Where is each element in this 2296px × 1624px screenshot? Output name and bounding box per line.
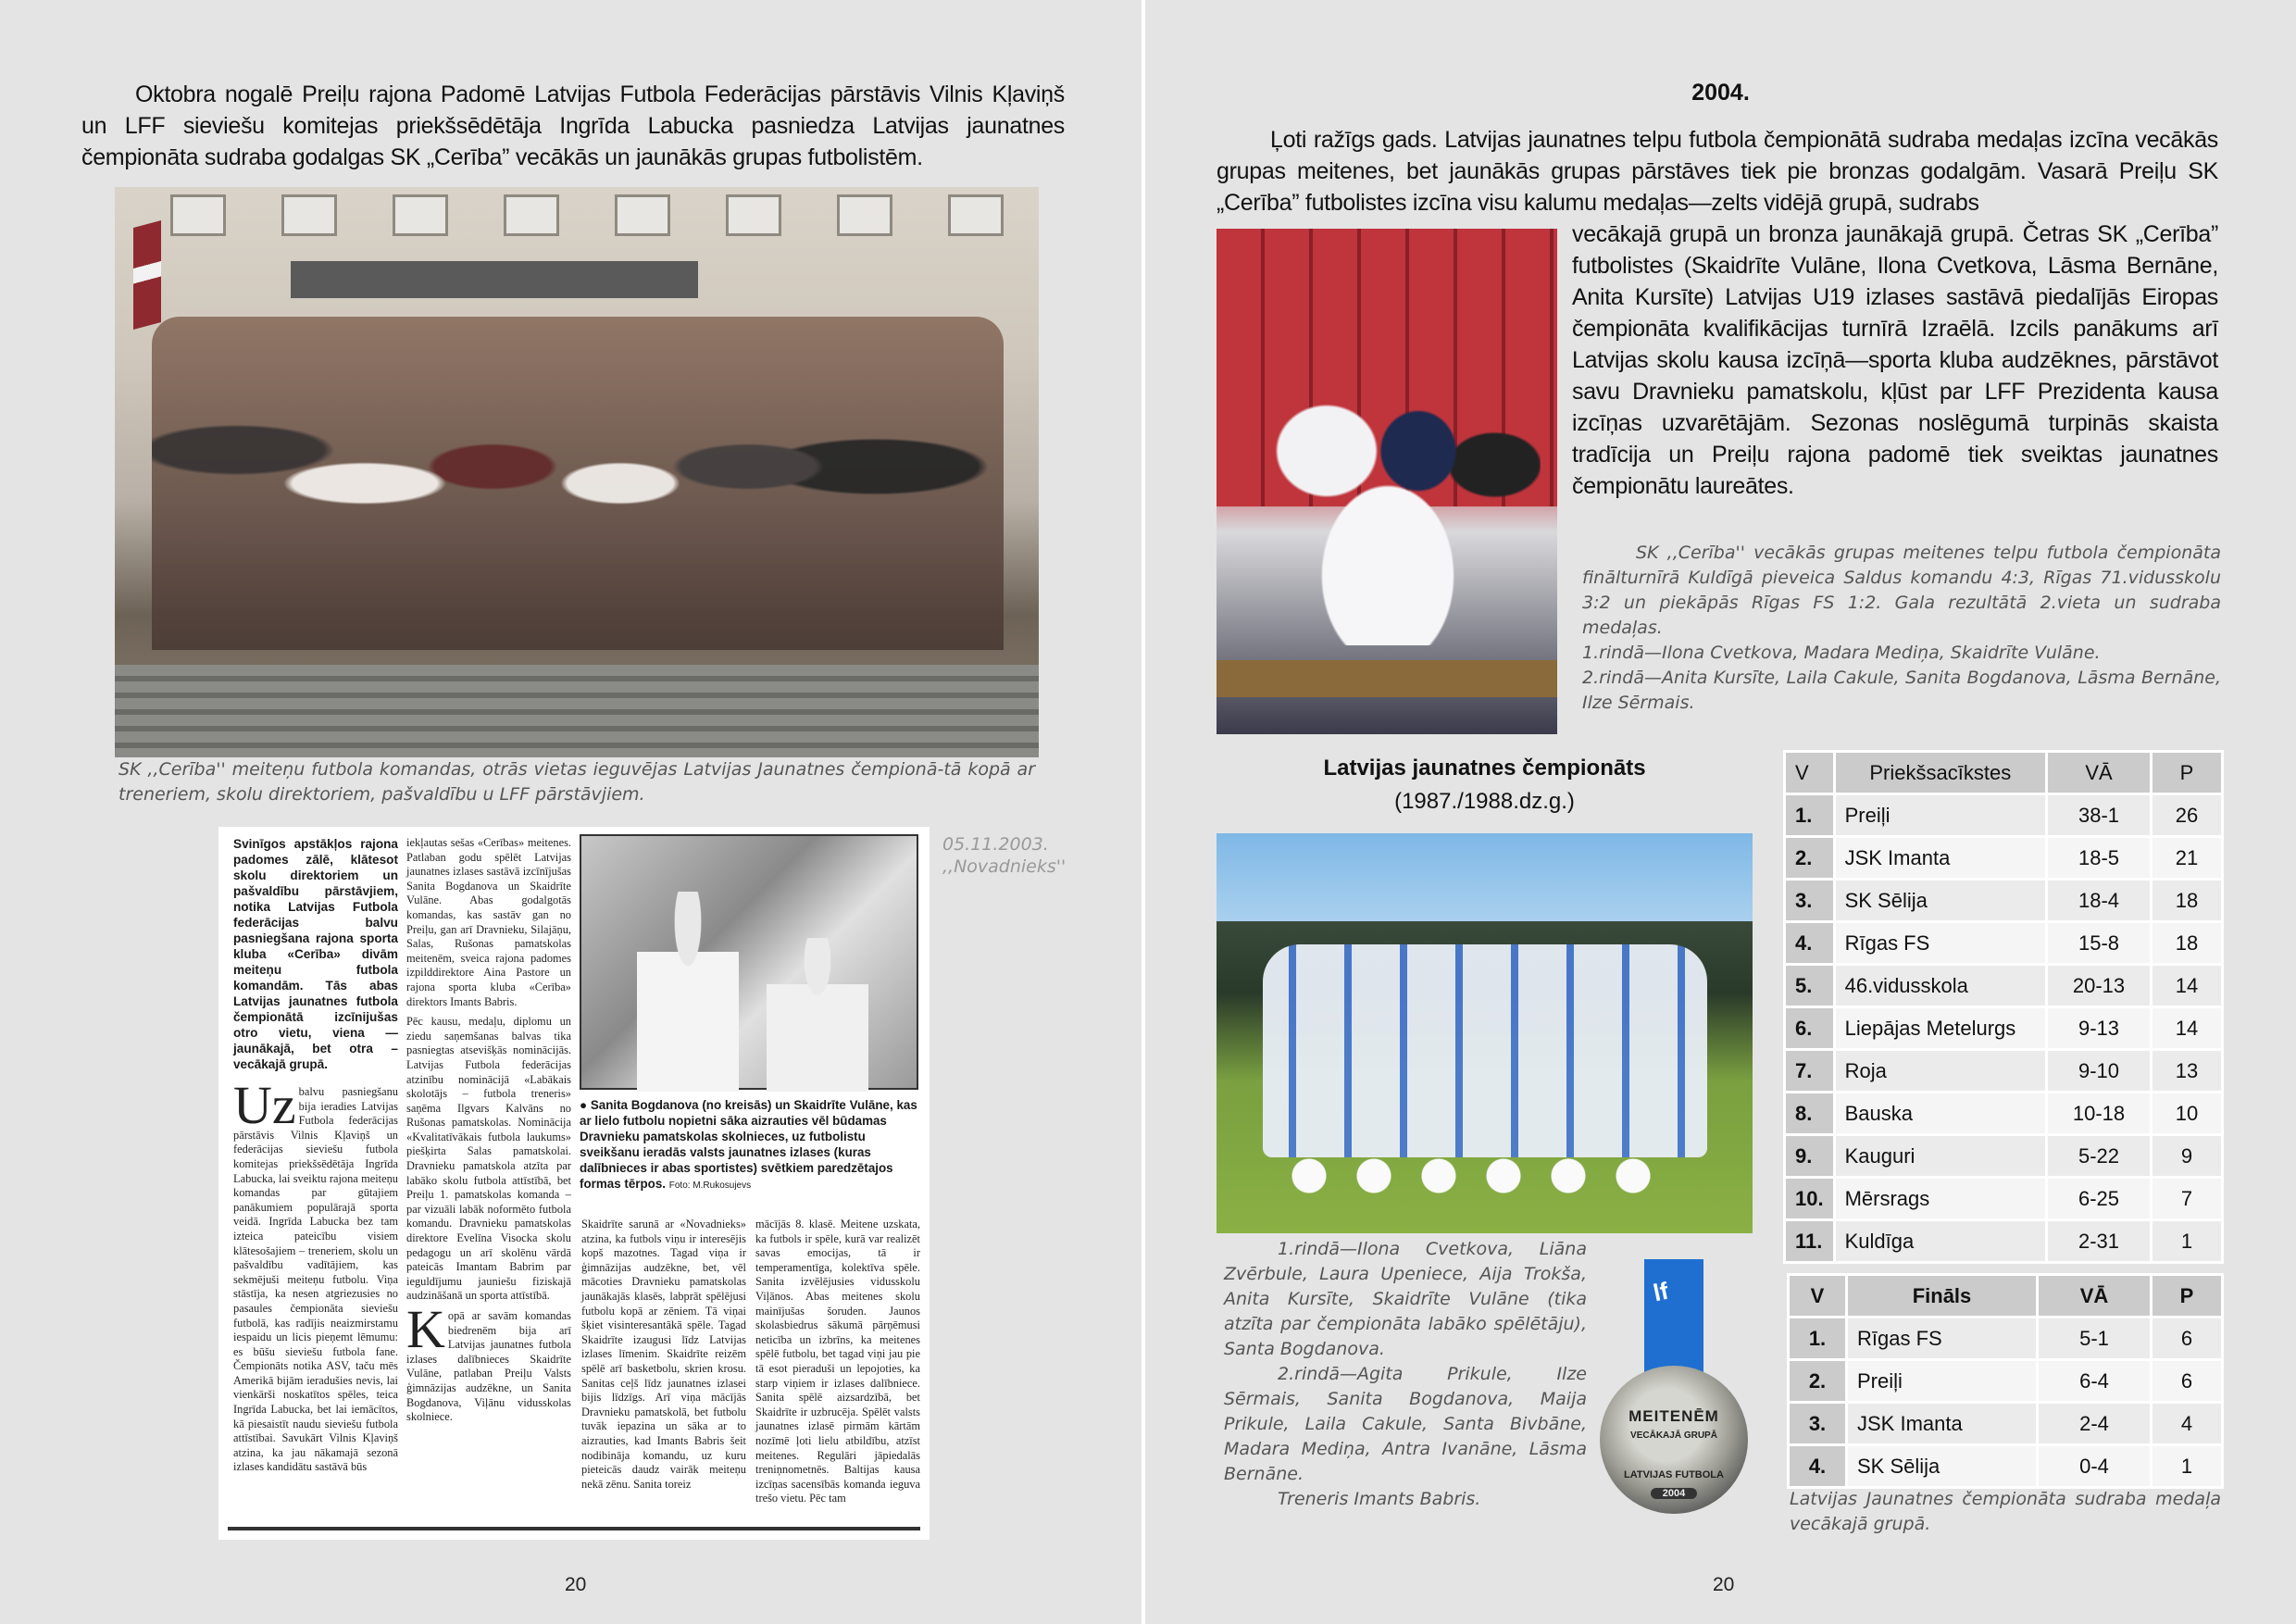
- silver-medal: [1600, 1259, 1748, 1518]
- indoor-caption-block: [1582, 541, 2221, 716]
- final-header-p: P: [2152, 1276, 2221, 1316]
- prelim-cell-place: 8.: [1786, 1093, 1833, 1133]
- clipping-col2-end: opā ar savām komandas biedrenēm bija arī Latvijas jaunatnes futbola izlases dalībnieces Skaidrīte Vulāne, patlaban Preiļu Valsts ģimnāzijas audzēkne, un Sanita Bogdanova, Viļānu vidusskolas skolniece.: [406, 1309, 571, 1424]
- group-photo: [115, 187, 1039, 757]
- prelim-row: [1786, 838, 2221, 878]
- indoor-team-photo: [1217, 229, 1557, 734]
- prelim-row: [1786, 1136, 2221, 1176]
- final-row: [1790, 1404, 2221, 1443]
- prelim-cell-place: 4.: [1786, 923, 1833, 963]
- newspaper-clipping: [218, 827, 930, 1540]
- page-number-right: 20: [1713, 1574, 1735, 1595]
- year-heading: 2004.: [1691, 80, 1750, 106]
- clipping-rule: [228, 1527, 920, 1530]
- prelim-row: [1786, 966, 2221, 1006]
- page-number-left: 20: [565, 1574, 587, 1595]
- team-caption-block: [1224, 1237, 1587, 1512]
- final-cell-team: Rīgas FS: [1848, 1318, 2036, 1358]
- championship-team-photo: [1217, 833, 1753, 1233]
- prelim-cell-team: SK Sēlija: [1836, 881, 2045, 920]
- prelim-row: [1786, 1008, 2221, 1048]
- prelim-cell-goals: 10-18: [2048, 1093, 2150, 1133]
- final-header-va: VĀ: [2039, 1276, 2150, 1316]
- prelim-cell-place: 11.: [1786, 1221, 1833, 1261]
- prelim-cell-team: Kauguri: [1836, 1136, 2045, 1176]
- prelim-cell-points: 9: [2152, 1136, 2221, 1176]
- clipping-dropcap-1: Uz: [233, 1075, 296, 1135]
- final-row: [1790, 1446, 2221, 1486]
- final-row: [1790, 1361, 2221, 1401]
- final-cell-place: 3.: [1790, 1404, 1845, 1443]
- prelim-cell-place: 1.: [1786, 795, 1833, 835]
- final-cell-goals: 5-1: [2039, 1318, 2150, 1358]
- lff-logo-icon: lf: [1650, 1276, 1671, 1307]
- prelim-header-va: VĀ: [2048, 753, 2150, 793]
- prelim-cell-goals: 2-31: [2048, 1221, 2150, 1261]
- indoor-row2: 2.rindā—Anita Kursīte, Laila Cakule, Sanita Bogdanova, Lāsma Bernāne, Ilze Sērmais.: [1582, 668, 2221, 713]
- championship-title: Latvijas jaunatnes čempionāts: [1323, 756, 1646, 781]
- indoor-caption: SK ,,Cerība'' vecākās grupas meitenes telpu futbola čempionāta finālturnīrā Kuldīgā pieveica Saldus komandu 4:3, Rīgas 71.vidusskolu 3:2 un piekāpās Rīgas FS 1:2. Gala rezultātā 2.vieta un sudraba medaļas.: [1582, 543, 2221, 638]
- final-cell-points: 4: [2152, 1404, 2221, 1443]
- prelim-cell-goals: 9-13: [2048, 1008, 2150, 1048]
- clipping-source: [942, 833, 1091, 878]
- prelim-row: [1786, 1093, 2221, 1133]
- prelim-cell-team: Preiļi: [1836, 795, 2045, 835]
- final-cell-goals: 0-4: [2039, 1446, 2150, 1486]
- medal-year: 2004: [1651, 1488, 1697, 1499]
- final-cell-points: 1: [2152, 1446, 2221, 1486]
- prelim-row: [1786, 923, 2221, 963]
- team-caption-coach: Treneris Imants Babris.: [1278, 1489, 1481, 1509]
- prelim-row: [1786, 1179, 2221, 1218]
- medal-line2: VECĀKAJĀ GRUPĀ: [1630, 1430, 1717, 1441]
- clipping-date: 05.11.2003.: [942, 834, 1049, 855]
- prelim-cell-place: 2.: [1786, 838, 1833, 878]
- final-table: [1787, 1273, 2224, 1489]
- prelim-header-v: V: [1786, 753, 1833, 793]
- final-cell-team: Preiļi: [1848, 1361, 2036, 1401]
- medal-line1: MEITENĒM: [1628, 1407, 1719, 1425]
- prelim-cell-place: 10.: [1786, 1179, 1833, 1218]
- photo-credit: Foto: M.Rukosujevs: [668, 1181, 752, 1191]
- medal-caption: Latvijas Jaunatnes čempionāta sudraba medaļa vecākajā grupā.: [1790, 1489, 2221, 1534]
- prelim-cell-team: Roja: [1836, 1051, 2045, 1091]
- prelim-cell-place: 5.: [1786, 966, 1833, 1006]
- prelim-cell-points: 10: [2152, 1093, 2221, 1133]
- medal-line3: LATVIJAS FUTBOLA: [1624, 1469, 1724, 1480]
- final-header-row: [1790, 1276, 2221, 1316]
- final-cell-points: 6: [2152, 1318, 2221, 1358]
- clipping-dropcap-2: K: [406, 1299, 445, 1359]
- prelim-header-row: [1786, 753, 2221, 793]
- final-cell-team: SK Sēlija: [1848, 1446, 2036, 1486]
- final-row: [1790, 1318, 2221, 1358]
- clipping-col2-bottom: Pēc kausu, medaļu, diplomu un ziedu saņemšanas balvas tika pasniegtas atsevišķās nominācijās. Latvijas Futbola federācijas atzinību nominācijā «Labākais skolotājs – futbola treneris» saņēma Ilgvars Kalvāns no Rušonas pamatskolas. Nominācija «Kvalitatīvākais futbola laukums» piešķirta Salas pamatskolai. Dravnieku pamatskola atzīta par labāko skolu futbola attīstībā, bet Preiļu 1. pamatskolas komanda – par vizuāli labāk noformēto futbola komandu. Dravnieku pamatskolas direktore Evelīna Visocka skolu pedagogu un arī skolēnu vārdā pateicās Imantam Babrim par ieguldījumu jauniešu fiziskajā audzināšanā un sporta attīstībā.: [406, 1015, 571, 1303]
- prelim-cell-points: 1: [2152, 1221, 2221, 1261]
- prelim-row: [1786, 1221, 2221, 1261]
- final-cell-goals: 6-4: [2039, 1361, 2150, 1401]
- clipping-col1-text: balvu pasniegšanu bija ieradies Latvijas Futbola federācijas pārstāvis Vilnis Kļaviņš un federācijas sieviešu futbola komitejas priekšsēdētāja Ingrīda Labucka, lai sveiktu rajona meiteņu komandas par gūtajiem panākumiem populārajā sporta veidā. Ingrīda Labucka bez tam izteica pateicību visiem klātesošajiem – treneriem, skolu un pašvaldību vadītājiem, kas sekmējuši meiteņu futbolu. Viņa stāstīja, ka nesen atgriezusies no pasaules čempionāta sieviešu futbolā, kas radījis neaizmirstamu iespaidu un licis pieņemt lēmumu: es būšu sieviešu futbola fane. Čempionāts notika ASV, taču mēs Amerikā bijām ieradušies nevis, lai vienkārši noskatītos spēles, teica Ingrīda Labucka, bet lai iemācītos, kā piesaistīt naudu sieviešu futbola attīstībai. Savukārt Vilnis Kļaviņš atzina, ka jau nākamajā sezonā izlases kandidātu sastāvā būs: [233, 1085, 398, 1474]
- prelim-cell-goals: 6-25: [2048, 1179, 2150, 1218]
- latvian-flag: [133, 220, 161, 330]
- prelim-cell-team: Liepājas Metelurgs: [1836, 1008, 2045, 1048]
- prelim-cell-points: 26: [2152, 795, 2221, 835]
- prelim-cell-goals: 5-22: [2048, 1136, 2150, 1176]
- prelim-cell-team: 46.vidusskola: [1836, 966, 2045, 1006]
- medal-ribbon: [1644, 1259, 1703, 1380]
- final-header-v: V: [1790, 1276, 1845, 1316]
- prelim-row: [1786, 1051, 2221, 1091]
- prelim-cell-goals: 18-4: [2048, 881, 2150, 920]
- clipping-col-1: [233, 836, 398, 1475]
- prelim-cell-team: Rīgas FS: [1836, 923, 2045, 963]
- prelim-cell-points: 7: [2152, 1179, 2221, 1218]
- team-caption-row2: 2.rindā—Agita Prikule, Ilze Sērmais, Sanita Bogdanova, Maija Prikule, Laila Cakule, Santa Bivbāne, Madara Mediņa, Antra Ivanāne, Lāsma Bernāne.: [1224, 1364, 1587, 1484]
- prelim-table: [1783, 750, 2224, 1264]
- clipping-col2-top: iekļautas sešas «Cerības» meitenes. Patlaban godu spēlēt Latvijas jaunatnes izlases sastāvā izcīnījušas Sanita Bogdanova un Skaidrīte Vulāne. Abas godalgotās komandas, kas sastāv gan no Preiļu, gan arī Dravnieku, Silajāņu, Salas, Rušonas pamatskolas meitenēm, sveica rajona padomes izpilddirektore Aina Pastore un rajona sporta kluba «Cerība» direktors Imants Babris.: [406, 836, 571, 1008]
- intro-paragraph: Oktobra nogalē Preiļu rajona Padomē Latvijas Futbola Federācijas pārstāvis Vilnis Kļaviņš un LFF sieviešu komitejas priekšsēdētāja Ingrīda Labucka pasniedza Latvijas jaunatnes čempionāta sudraba godalgas SK „Cerība” vecākās un jaunākās grupas futbolistēm.: [81, 81, 1065, 170]
- group-photo-caption: SK ,,Cerība'' meiteņu futbola komandas, otrās vietas ieguvējas Latvijas Jaunatnes čempionā-tā kopā ar treneriem, skolu direktoriem, pašvaldību u LFF pārstāvjiem.: [119, 759, 1035, 805]
- clipping-photo: [580, 834, 918, 1090]
- clipping-col-2: [406, 836, 571, 1425]
- paragraph-wrap: vecākajā grupā un bronza jaunākajā grupā. Četras SK „Cerība” futbolistes (Skaidrīte Vulāne, Ilona Cvetkova, Lāsma Bernāne, Anita Kursīte) Latvijas U19 izlases sastāvā piedalījās Eiropas čempionāta kvalifikācijas turnīrā Izraēlā. Izcils panākums arī Latvijas skolu kausa izcīņā—sporta kluba audzēknes, pārstāvot savu Dravnieku pamatskolu, kļūst par LFF Prezidenta kausa izcīņas uzvarētājām. Sezonas noslēgumā turpinās skaista tradīcija un Preiļu rajona padomē tiek sveiktas jaunatnes čempionātu laureātes.: [1572, 221, 2218, 499]
- final-cell-points: 6: [2152, 1361, 2221, 1401]
- prelim-cell-points: 14: [2152, 1008, 2221, 1048]
- final-cell-goals: 2-4: [2039, 1404, 2150, 1443]
- prelim-cell-points: 18: [2152, 923, 2221, 963]
- final-cell-place: 2.: [1790, 1361, 1845, 1401]
- prelim-cell-goals: 15-8: [2048, 923, 2150, 963]
- clipping-photo-caption: ● Sanita Bogdanova (no kreisās) un Skaidrīte Vulāne, kas ar lielo futbolu nopietni sāka aizrauties vēl būdamas Dravnieku pamatskolas skolnieces, uz futbolistu sveikšanu ieradās valsts jaunatnes izlases (kuras dalībnieces ir abas sportistes) svētkiem paredzētajos formas tērpos. Foto: M.Rukosujevs: [580, 1098, 917, 1191]
- final-header-name: Fināls: [1848, 1276, 2036, 1316]
- medal-body: [1600, 1366, 1748, 1514]
- prelim-cell-team: Mērsrags: [1836, 1179, 2045, 1218]
- prelim-cell-goals: 18-5: [2048, 838, 2150, 878]
- prelim-row: [1786, 795, 2221, 835]
- paragraph-top: Ļoti ražīgs gads. Latvijas jaunatnes telpu futbola čempionātā sudraba medaļas izcīna vecākās grupas meitenes, bet jaunākās grupas pārstāves tiek pie bronzas godalgām. Vasarā Preiļu SK „Cerība” futbolistes izcīna visu kalumu medaļas—zelts vidējā grupā, sudrabs: [1217, 127, 2218, 216]
- prelim-cell-team: Bauska: [1836, 1093, 2045, 1133]
- championship-subtitle: (1987./1988.dz.g.): [1394, 789, 1575, 814]
- prelim-cell-goals: 20-13: [2048, 966, 2150, 1006]
- prelim-row: [1786, 881, 2221, 920]
- team-caption-row1: 1.rindā—Ilona Cvetkova, Liāna Zvērbule, Laura Upeniece, Aija Trokša, Anita Kursīte, Skaidrīte Vulāne (tika atzīta par čempionāta labāko spēlētāju), Santa Bogdanova.: [1224, 1239, 1587, 1359]
- prelim-cell-team: Kuldīga: [1836, 1221, 2045, 1261]
- championship-heading: [1217, 752, 1753, 818]
- prelim-cell-points: 14: [2152, 966, 2221, 1006]
- prelim-cell-points: 18: [2152, 881, 2221, 920]
- prelim-cell-points: 13: [2152, 1051, 2221, 1091]
- prelim-cell-place: 9.: [1786, 1136, 1833, 1176]
- final-cell-place: 1.: [1790, 1318, 1845, 1358]
- clipping-newspaper: ,,Novadnieks'': [942, 856, 1067, 877]
- prelim-cell-place: 6.: [1786, 1008, 1833, 1048]
- prelim-cell-place: 7.: [1786, 1051, 1833, 1091]
- final-cell-place: 4.: [1790, 1446, 1845, 1486]
- left-page: [0, 0, 1142, 1624]
- clipping-lead: Svinīgos apstākļos rajona padomes zālē, klātesot skolu direktoriem un pašvaldību pārstāvjiem, notika Latvijas Futbola federācijas balvu pasniegšana rajona sporta kluba «Cerība» divām meiteņu futbola komandām. Tās abas Latvijas jaunatnes futbola čempionātā izcīnijušas otro vietu, viena — jaunākajā, bet otra – vecākajā grupā.: [233, 837, 398, 1071]
- final-cell-team: JSK Imanta: [1848, 1404, 2036, 1443]
- prelim-cell-points: 21: [2152, 838, 2221, 878]
- prelim-cell-goals: 9-10: [2048, 1051, 2150, 1091]
- clipping-col3-text: Skaidrīte sarunā ar «Novadnieks» atzina, ka futbols viņu ir interesējis kopš mazotnes. Tagad viņa ir ģimnāzijas audzēkne, bet, vēl mācoties Dravnieku pamatskolas jaunākajās klasēs, labprāt spēlējusi futbolu kopā ar zēniem. Tā viņai šķiet visinteresantākā spēle. Tagad Skaidrīte izaugusi līdz Latvijas izlases līmenim. Skaidrīte reizēm spēlē arī basketbolu, skrien krosu. Sanitas ceļš līdz jaunatnes izlasei bijis līdzīgs. Arī viņa mācījās Dravnieku pamatskolā, bet futbolu tuvāk iepazina un sāka ar to aizrauties, kad Imants Babris šeit nodibināja komandu, uz kuru pieteicās daudz vairāk meiteņu nekā zēnu. Sanita toreiz: [581, 1218, 746, 1491]
- clipping-col4-text: mācījās 8. klasē. Meitene uzskata, ka futbols ir spēle, kurā var realizēt savas emocijas, tā ir temperamentīga, kolektīva spēle. Sanita izvēlējusies vidusskolu Viļānos. Abas meitenes skolu mainījušas šoruden. Jaunos skolasbiedrus sākumā pārņēmusi neticība un izbrīns, ka meitenes spēlē futbolu, bet tagad viņi jau pie tā esot pieraduši un lepojoties, ka starp viņiem ir izlases dalībniece. Sanita spēlē aizsardzībā, bet Skaidrīte ir uzbrucēja. Spēlēt valsts jaunatnes izlasē pirmām kārtām nozīmē ļoti lielu atbildību, atzīst meitenes. Regulāri jāpiedalās treniņnometnēs. Baltijas kausa izcīņas sacensībās komanda ieguva trešo vietu. Pēc tam: [755, 1218, 920, 1505]
- prelim-header-p: P: [2152, 753, 2221, 793]
- prelim-cell-team: JSK Imanta: [1836, 838, 2045, 878]
- prelim-cell-place: 3.: [1786, 881, 1833, 920]
- prelim-cell-goals: 38-1: [2048, 795, 2150, 835]
- clipping-col-4: [755, 1218, 920, 1506]
- indoor-row1: 1.rindā—Ilona Cvetkova, Madara Mediņa, Skaidrīte Vulāne.: [1582, 643, 2101, 663]
- clipping-col-3: [581, 1218, 746, 1492]
- prelim-header-name: Priekšsacīkstes: [1836, 753, 2045, 793]
